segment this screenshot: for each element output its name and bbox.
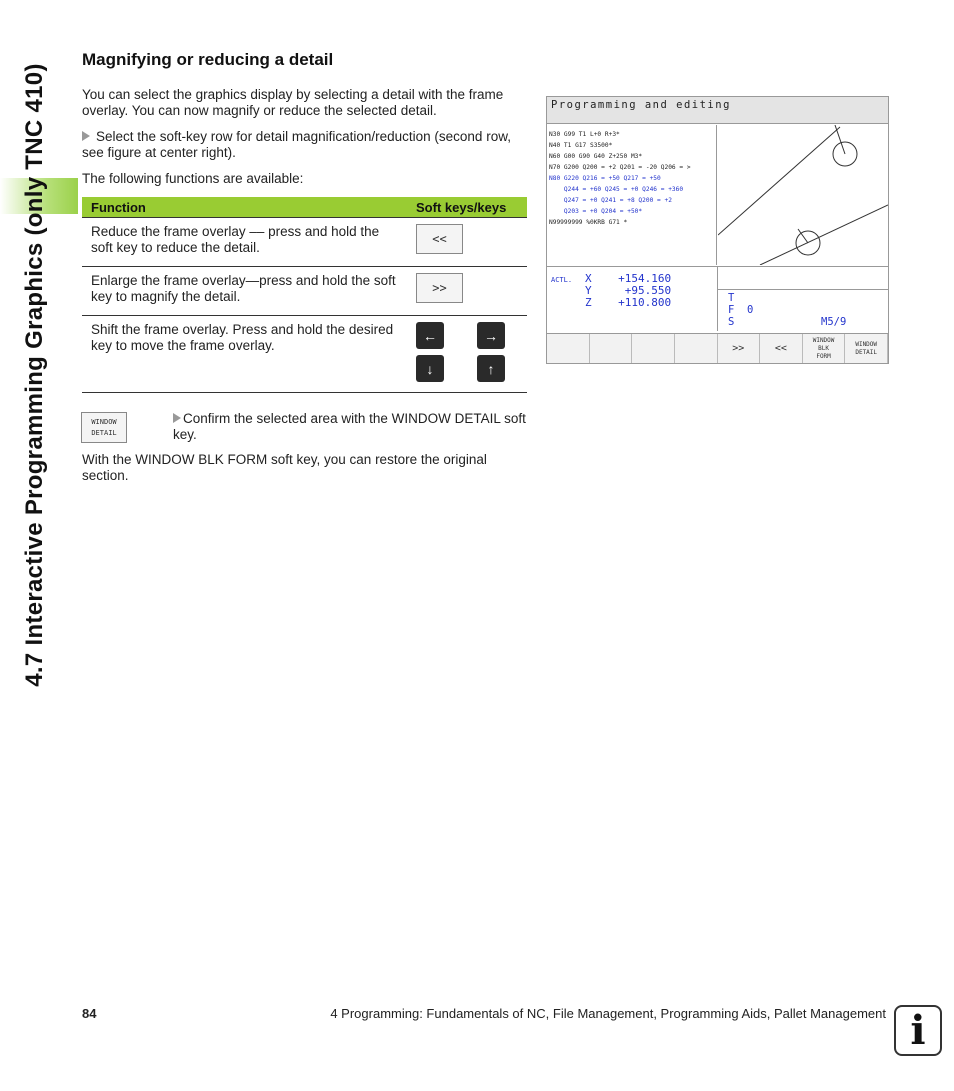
restore-paragraph: With the WINDOW BLK FORM soft key, you can restore the original section.	[82, 452, 487, 483]
step-instruction	[82, 129, 527, 161]
header-function: Function	[82, 197, 407, 218]
confirm-text: Confirm the selected area with the WINDOW DETAIL soft key.	[173, 411, 526, 442]
program-line: N60 G00 G90 G40 Z+250 M3*	[549, 153, 643, 160]
status-s: S	[728, 316, 735, 328]
program-line: Q247 = +0 Q241 = +8 Q200 = +2	[549, 197, 672, 204]
function-desc: Shift the frame overlay. Press and hold the desired key to move the frame overlay.	[82, 316, 407, 393]
status-f: F 0	[728, 304, 754, 316]
step-arrow-icon	[82, 131, 90, 141]
softkey-window-detail[interactable]: WINDOW DETAIL	[845, 334, 888, 363]
functions-table	[82, 197, 527, 393]
screen-title: Programming and editing	[547, 97, 888, 124]
status-t: T	[728, 292, 735, 304]
actl-label: ACTL.	[551, 276, 573, 284]
position-display	[547, 267, 718, 331]
status-panel	[547, 266, 888, 331]
softkey-reduce[interactable]: <<	[760, 334, 803, 363]
reduce-softkey[interactable]: <<	[416, 224, 463, 254]
y-position: Y +95.550	[585, 284, 672, 297]
arrow-right-key[interactable]: →	[477, 322, 505, 349]
table-row	[82, 316, 527, 393]
info-icon: i	[894, 1005, 942, 1056]
page-number: 84	[82, 1006, 97, 1021]
softkey-enlarge[interactable]: >>	[718, 334, 761, 363]
table-row	[82, 267, 527, 316]
function-desc: Reduce the frame overlay –– press and hold the soft key to reduce the detail.	[82, 218, 407, 267]
program-line: Q244 = +60 Q245 = +0 Q246 = +360	[549, 186, 684, 193]
softkey-empty[interactable]	[547, 334, 590, 363]
functions-intro: The following functions are available:	[82, 171, 304, 186]
window-detail-softkey[interactable]: WINDOW DETAIL	[81, 412, 127, 443]
detail-graphic	[718, 125, 888, 265]
softkey-empty[interactable]	[590, 334, 633, 363]
program-line: N99999999 %0KRB G71 *	[549, 219, 628, 226]
softkey-window-blk-form[interactable]: WINDOW BLK FORM	[803, 334, 846, 363]
softkey-row	[547, 333, 888, 363]
arrow-up-key[interactable]: ↑	[477, 355, 505, 382]
table-row	[82, 218, 527, 267]
step-text: Select the soft-key row for detail magnification/reduction (second row, see figure at center right).	[82, 129, 511, 160]
arrow-left-key[interactable]: ←	[416, 322, 444, 349]
function-desc: Enlarge the frame overlay—press and hold the soft key to magnify the detail.	[82, 267, 407, 316]
arrow-down-key[interactable]: ↓	[416, 355, 444, 382]
confirm-instruction	[173, 411, 528, 443]
section-title-text: 4.7 Interactive Programming Graphics (only TNC 410)	[21, 63, 48, 687]
tool-status	[718, 267, 888, 331]
page-heading: Magnifying or reducing a detail	[82, 50, 334, 69]
program-line: N30 G99 T1 L+0 R+3*	[549, 131, 620, 138]
x-position: X +154.160	[585, 272, 672, 285]
side-section-title	[0, 0, 78, 720]
status-m: M5/9	[821, 316, 847, 328]
header-keys: Soft keys/keys	[407, 197, 527, 218]
program-line: Q203 = +0 Q204 = +50*	[549, 208, 643, 215]
program-line: N80 G220 Q216 = +50 Q217 = +50	[549, 175, 661, 182]
arrow-keys	[416, 322, 518, 384]
step-arrow-icon	[173, 413, 181, 423]
tnc-screen	[546, 96, 889, 364]
enlarge-softkey[interactable]: >>	[416, 273, 463, 303]
program-line: N70 G200 Q200 = +2 Q201 = -20 Q206 = >	[549, 164, 691, 171]
footer-chapter: 4 Programming: Fundamentals of NC, File Management, Programming Aids, Pallet Management	[330, 1006, 886, 1021]
softkey-empty[interactable]	[675, 334, 718, 363]
graphics-window	[718, 125, 888, 265]
z-position: Z +110.800	[585, 296, 672, 309]
program-line: N40 T1 G17 S3500*	[549, 142, 613, 149]
softkey-empty[interactable]	[632, 334, 675, 363]
program-listing	[547, 125, 717, 265]
intro-paragraph: You can select the graphics display by selecting a detail with the frame overlay. You can now magnify or reduce the selected detail.	[82, 87, 504, 118]
